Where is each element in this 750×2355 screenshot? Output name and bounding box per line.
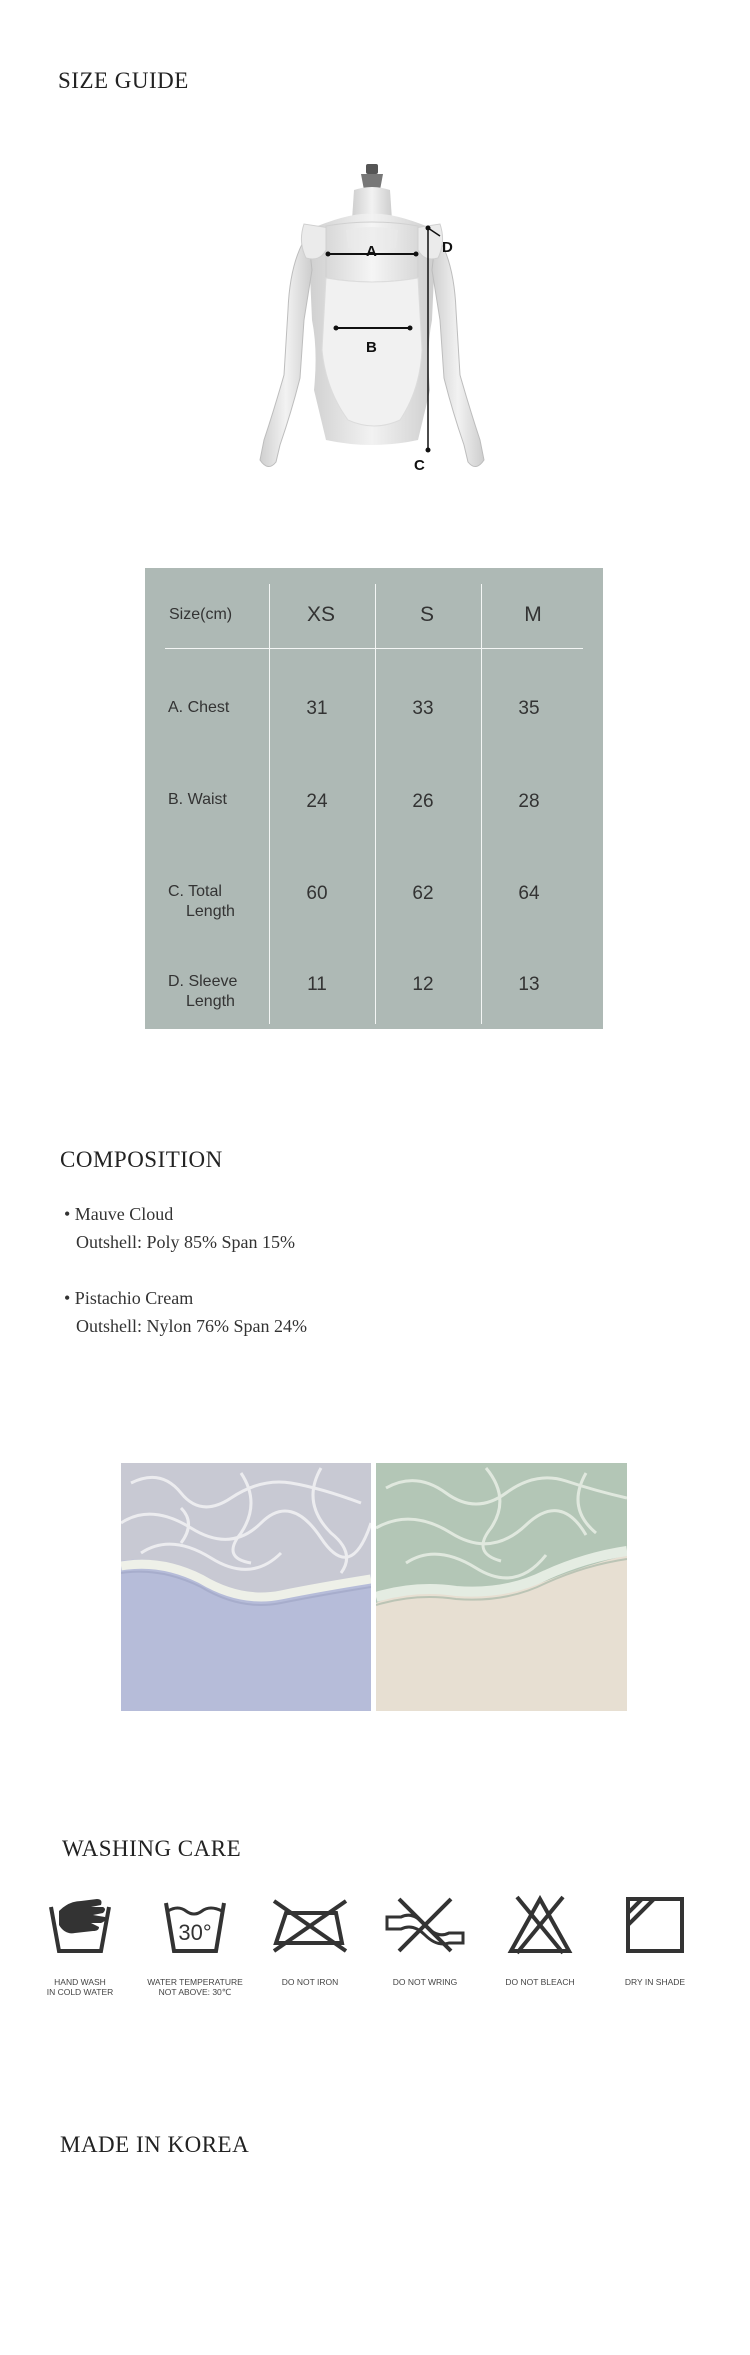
composition-title: COMPOSITION: [60, 1147, 223, 1172]
do-not-iron-icon: [270, 1895, 350, 1955]
care-dry-in-shade: [600, 1895, 710, 1987]
composition-item-detail: Outshell: Poly 85% Span 15%: [76, 1232, 295, 1252]
do-not-wring-icon: [383, 1895, 467, 1955]
do-not-bleach-icon: [505, 1895, 575, 1955]
dry-in-shade-icon: [620, 1895, 690, 1955]
diagram-label-a: A: [366, 243, 377, 260]
composition-item-name: • Mauve Cloud: [64, 1204, 174, 1224]
composition-item-name: • Pistachio Cream: [64, 1288, 194, 1308]
row-label-total-length: C. Total Length: [168, 883, 235, 920]
chest-s: 33: [412, 698, 434, 719]
size-guide-title: SIZE GUIDE: [58, 68, 189, 93]
care-label-do-not-wring: DO NOT WRING: [392, 1977, 458, 1987]
mannequin-diagram: [250, 150, 500, 495]
waist-m: 28: [518, 791, 540, 812]
care-do-not-iron: [255, 1895, 365, 1987]
care-water-temperature: [140, 1895, 250, 1997]
total-length-s: 62: [412, 883, 434, 904]
size-table: [145, 568, 603, 1029]
row-label-waist: B. Waist: [168, 791, 227, 808]
diagram-label-c: C: [414, 457, 425, 474]
washing-care-title: WASHING CARE: [62, 1836, 242, 1861]
chest-xs: 31: [306, 698, 328, 719]
sleeve-length-m: 13: [518, 974, 540, 995]
care-do-not-bleach: [485, 1895, 595, 1987]
hand-wash-icon: [45, 1895, 115, 1955]
size-header-xs: XS: [306, 603, 335, 626]
care-label-dry-in-shade: DRY IN SHADE: [624, 1977, 686, 1987]
diagram-label-d: D: [442, 239, 453, 256]
temperature-text: 30°: [178, 1920, 212, 1945]
diagram-label-b: B: [366, 339, 377, 356]
sleeve-length-xs: 11: [307, 974, 327, 995]
water-temperature-icon: [160, 1895, 230, 1955]
care-label-hand-wash: HAND WASH IN COLD WATER: [46, 1977, 114, 1997]
size-header-m: M: [524, 603, 542, 626]
made-in-korea-title: MADE IN KOREA: [60, 2132, 250, 2157]
care-label-do-not-iron: DO NOT IRON: [281, 1977, 339, 1987]
row-label-sleeve-length: D. Sleeve Length: [168, 973, 238, 1010]
total-length-m: 64: [518, 883, 540, 904]
waist-s: 26: [412, 791, 434, 812]
fabric-photo-mauve-cloud: [121, 1463, 371, 1711]
total-length-xs: 60: [306, 883, 328, 904]
chest-m: 35: [518, 698, 540, 719]
composition-item-detail: Outshell: Nylon 76% Span 24%: [76, 1316, 307, 1336]
care-label-water-temperature: WATER TEMPERATURE NOT ABOVE: 30℃: [147, 1977, 243, 1997]
care-do-not-wring: [370, 1895, 480, 1987]
care-label-do-not-bleach: DO NOT BLEACH: [505, 1977, 575, 1987]
row-label-chest: A. Chest: [168, 699, 230, 716]
sleeve-length-s: 12: [412, 974, 434, 995]
size-corner-label: Size(cm): [169, 606, 233, 623]
care-hand-wash: [25, 1895, 135, 1997]
waist-xs: 24: [306, 791, 328, 812]
fabric-photo-pistachio-cream: [376, 1463, 627, 1711]
size-header-s: S: [419, 603, 434, 626]
